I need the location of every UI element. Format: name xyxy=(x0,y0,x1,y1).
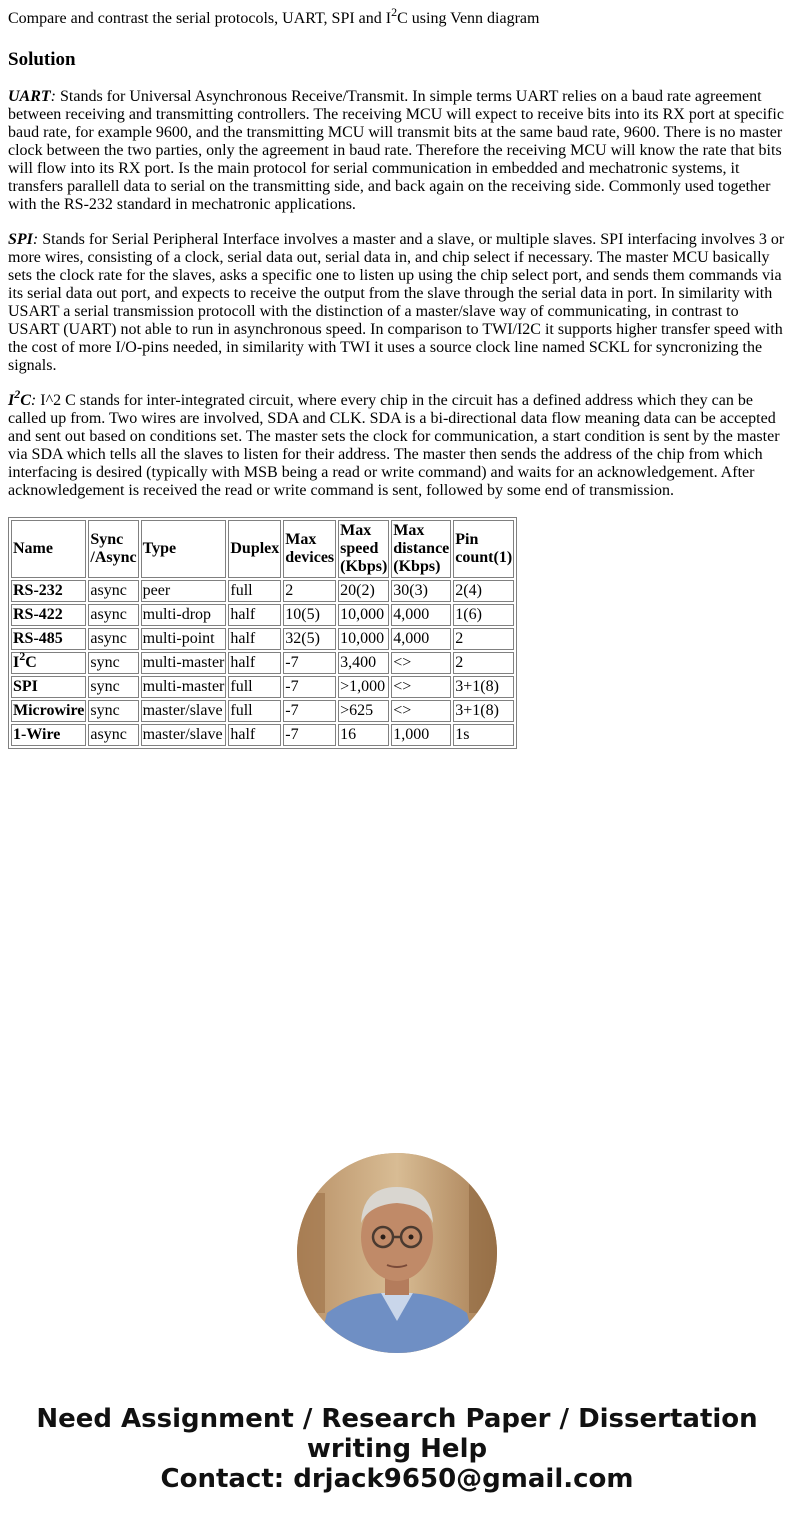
cell-distance: 1,000 xyxy=(391,724,451,746)
cell-devices: -7 xyxy=(283,700,336,722)
cell-name: 1-Wire xyxy=(11,724,86,746)
cell-type: multi-master xyxy=(141,676,227,698)
table-row xyxy=(11,700,514,722)
cell-duplex: half xyxy=(228,604,281,626)
cell-distance: <> xyxy=(391,676,451,698)
header-line: /Async xyxy=(90,549,137,566)
cell-distance: <> xyxy=(391,700,451,722)
cell-duplex: half xyxy=(228,724,281,746)
table-header-row xyxy=(11,520,514,578)
cell-pins: 2 xyxy=(453,628,514,650)
header-pin-count xyxy=(453,520,514,578)
table-row xyxy=(11,724,514,746)
cell-name: RS-232 xyxy=(11,580,86,602)
spi-paragraph xyxy=(8,231,786,375)
cell-pins: 3+1(8) xyxy=(453,676,514,698)
cell-devices: -7 xyxy=(283,652,336,674)
cell-sync: async xyxy=(88,580,138,602)
cell-name: RS-422 xyxy=(11,604,86,626)
cell-type: multi-drop xyxy=(141,604,227,626)
i2c-body: I^2 C stands for inter-integrated circuit, where every chip in the circuit has a defined address which they can be called up from. Two wires are involved, SDA and CLK. SDA is a bi-directional data flow meaning data can be accepted and sent out based on conditions set. The master sets the clock for communication, a start condition is sent by the master via SDA which tells all the slaves to listen for their address. The master then sends the address of the chip from which interfacing is desired (typically with MSB being a read or write command) and waits for an acknowledgement. After acknowledgement is received the read or write command is sent, followed by some end of transmission. xyxy=(8,392,780,499)
footer-line: Need Assignment / Research Paper / Dissertation xyxy=(36,1404,758,1434)
header-line: Max xyxy=(393,522,425,539)
cell-type: master/slave xyxy=(141,700,227,722)
header-line: distance xyxy=(393,540,450,557)
cell-speed: 10,000 xyxy=(338,628,389,650)
header-line: Sync xyxy=(90,531,124,548)
author-avatar xyxy=(297,1153,497,1353)
document-content xyxy=(8,0,786,749)
cell-pins: 1(6) xyxy=(453,604,514,626)
cell-sync: async xyxy=(88,628,138,650)
footer-contact-banner xyxy=(0,1404,794,1494)
cell-distance: <> xyxy=(391,652,451,674)
header-sync xyxy=(88,520,138,578)
table-row xyxy=(11,604,514,626)
cell-devices: -7 xyxy=(283,724,336,746)
cell-speed: 16 xyxy=(338,724,389,746)
cell-duplex: full xyxy=(228,580,281,602)
superscript: 2 xyxy=(391,4,398,19)
cell-name: Microwire xyxy=(11,700,86,722)
cell-duplex: half xyxy=(228,628,281,650)
header-duplex: Duplex xyxy=(228,520,281,578)
cell-name xyxy=(11,648,86,674)
i2c-title-part: C xyxy=(20,392,31,409)
header-line: speed xyxy=(340,540,379,557)
cell-distance: 4,000 xyxy=(391,604,451,626)
superscript: 2 xyxy=(14,386,21,401)
cell-speed: 10,000 xyxy=(338,604,389,626)
protocol-comparison-table xyxy=(8,517,517,749)
cell-name: SPI xyxy=(11,676,86,698)
solution-heading: Solution xyxy=(8,49,76,70)
footer-contact-line: Contact: drjack9650@gmail.com xyxy=(160,1464,634,1494)
uart-title: UART xyxy=(8,88,51,105)
colon: : xyxy=(32,231,39,248)
i2c-title xyxy=(8,386,31,409)
cell-devices: 2 xyxy=(283,580,336,602)
cell-type: multi-point xyxy=(141,628,227,650)
cell-devices: 32(5) xyxy=(283,628,336,650)
cell-speed: 3,400 xyxy=(338,652,389,674)
cell-devices: 10(5) xyxy=(283,604,336,626)
footer-line: writing Help xyxy=(306,1434,488,1464)
cell-type: multi-master xyxy=(141,652,227,674)
cell-sync: sync xyxy=(88,700,138,722)
colon: : xyxy=(30,392,37,409)
table-row xyxy=(11,580,514,602)
spi-title: SPI xyxy=(8,231,33,248)
cell-sync: async xyxy=(88,724,138,746)
header-line: (Kbps) xyxy=(393,558,441,575)
cell-pins: 2 xyxy=(453,652,514,674)
header-line: devices xyxy=(285,549,335,566)
cell-type: peer xyxy=(141,580,227,602)
header-line: count(1) xyxy=(455,549,513,566)
header-max-speed xyxy=(338,520,389,578)
i2c-paragraph xyxy=(8,386,786,500)
colon: : xyxy=(50,88,56,105)
cell-speed: 20(2) xyxy=(338,580,389,602)
cell-pins: 2(4) xyxy=(453,580,514,602)
table-row xyxy=(11,628,514,650)
cell-distance: 4,000 xyxy=(391,628,451,650)
cell-pins: 1s xyxy=(453,724,514,746)
header-line: Max xyxy=(340,522,372,539)
cell-sync: sync xyxy=(88,676,138,698)
header-line: (Kbps) xyxy=(340,558,388,575)
question-text-part: C using Venn diagram xyxy=(397,10,540,27)
cell-sync: sync xyxy=(88,652,138,674)
header-name: Name xyxy=(11,520,86,578)
cell-devices: -7 xyxy=(283,676,336,698)
author-photo-illustration xyxy=(297,1153,497,1353)
cell-name-part: C xyxy=(25,654,37,671)
cell-pins: 3+1(8) xyxy=(453,700,514,722)
cell-duplex: full xyxy=(228,700,281,722)
header-max-devices xyxy=(283,520,336,578)
question-text xyxy=(8,4,786,28)
table-row xyxy=(11,676,514,698)
uart-paragraph xyxy=(8,88,786,214)
cell-speed: >625 xyxy=(338,700,389,722)
header-type: Type xyxy=(141,520,227,578)
cell-duplex: full xyxy=(228,676,281,698)
superscript: 2 xyxy=(19,648,26,663)
question-text-part: Compare and contrast the serial protocols, UART, SPI and I xyxy=(8,10,392,27)
cell-type: master/slave xyxy=(141,724,227,746)
header-line: Pin xyxy=(455,531,479,548)
header-line: Max xyxy=(285,531,317,548)
header-max-distance xyxy=(391,520,451,578)
uart-body: Stands for Universal Asynchronous Receive/Transmit. In simple terms UART relies on a baud rate agreement between receiving and transmitting controllers. The receiving MCU will expect to receive bits into its RX port at specific baud rate, for example 9600, and the transmitting MCU will transmit bits at the same baud rate, 9600. There is no master clock between the two parties, only the agreement in baud rate. Therefore the receiving MCU will know the rate that bits will flow into its RX port. Is the main protocol for serial communication in embedded and mechatronic systems, it transfers parallell data to serial on the transmitting side, and back again on the receiving side. Commonly used together with the RS-232 standard in mechatronic applications. xyxy=(8,88,784,213)
cell-sync: async xyxy=(88,604,138,626)
cell-name: RS-485 xyxy=(11,628,86,650)
table-row xyxy=(11,652,514,674)
spi-body: Stands for Serial Peripheral Interface involves a master and a slave, or multiple slaves. SPI interfacing involves 3 or more wires, consisting of a clock, serial data out, serial data in, and chip select if necessary. The master MCU basically sets the clock rate for the slaves, asks a specific one to listen up using the chip select port, and sends them commands via its serial data out port, and expects to receive the output from the slave through the serial data in port. In similarity with USART a serial transmission protocoll with the distinction of a master/slave way of communicating, in contrast to USART (UART) not able to run in asynchronous speed. In comparison to TWI/I2C it supports higher transfer speed with the cost of more I/O-pins needed, in similarity with TWI it uses a source clock line named SCKL for syncronizing the signals. xyxy=(8,231,785,374)
cell-speed: >1,000 xyxy=(338,676,389,698)
cell-name-part: I xyxy=(13,654,20,671)
cell-duplex: half xyxy=(228,652,281,674)
i2c-title-part: I xyxy=(8,392,15,409)
cell-distance: 30(3) xyxy=(391,580,451,602)
